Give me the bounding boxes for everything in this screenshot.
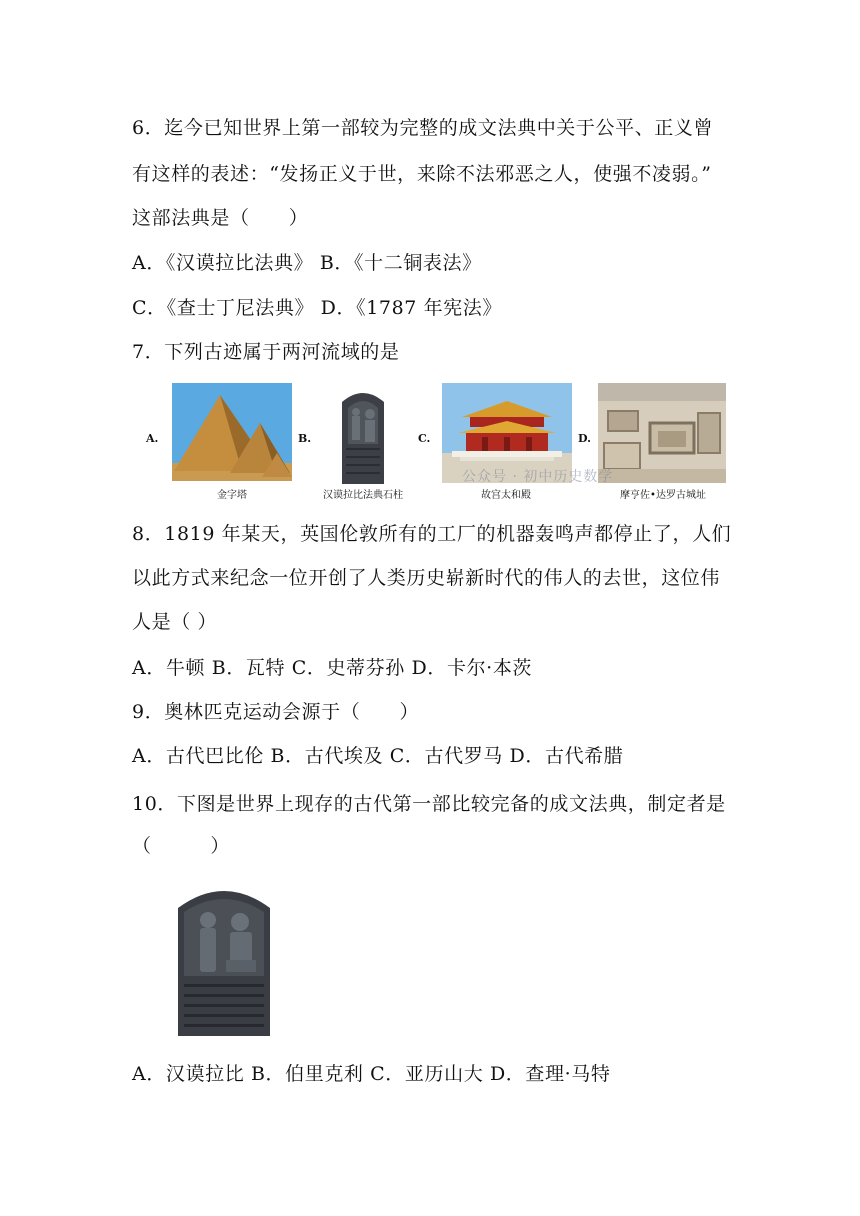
q8-stem-line-1: 8．1819 年某天，英国伦敦所有的工厂的机器轰鸣声都停止了，人们 <box>132 523 732 545</box>
q7-figure <box>146 380 736 504</box>
q6-options-line-1: A．《汉谟拉比法典》 B．《十二铜表法》 <box>132 252 482 274</box>
q9-options: A．古代巴比伦 B．古代埃及 C．古代罗马 D．古代希腊 <box>132 745 624 767</box>
watermark-text: 公众号 · 初中历史数学 <box>462 469 614 485</box>
q6-stem-line-2: 有这样的表述：“发扬正义于世，来除不法邪恶之人，使强不凌弱。” <box>132 163 712 185</box>
q7-figure-letter-b: B. <box>298 432 312 445</box>
q7-caption-c: 故宫太和殿 <box>481 490 531 501</box>
q10-stem-line-2: （ ） <box>132 835 231 857</box>
q6-stem-line-1: 6．迄今已知世界上第一部较为完整的成文法典中关于公平、正义曾 <box>132 117 714 139</box>
q7-figure-letter-d: D. <box>578 432 591 445</box>
hammurabi-stele-image <box>338 384 388 484</box>
pyramids-image <box>172 383 292 481</box>
q7-caption-b: 汉谟拉比法典石柱 <box>323 490 403 501</box>
q8-stem-line-2: 以此方式来纪念一位开创了人类历史崭新时代的伟人的去世，这位伟 <box>132 567 721 589</box>
hammurabi-stele-photo <box>176 880 272 1036</box>
q7-caption-d: 摩亨佐•达罗古城址 <box>620 490 706 501</box>
q8-options: A．牛顿 B．瓦特 C．史蒂芬孙 D．卡尔·本茨 <box>132 657 533 679</box>
q7-figure-letter-c: C. <box>418 432 431 445</box>
q7-figure-letter-a: A. <box>146 432 159 445</box>
q6-options-line-2: C．《查士丁尼法典》 D．《1787 年宪法》 <box>132 297 503 319</box>
q9-stem: 9．奥林匹克运动会源于（ ） <box>132 701 420 723</box>
ruins-image <box>598 383 726 483</box>
q7-caption-a: 金字塔 <box>217 490 247 501</box>
q10-options: A．汉谟拉比 B．伯里克利 C．亚历山大 D．查理·马特 <box>132 1063 611 1085</box>
q7-stem: 7．下列古迹属于两河流域的是 <box>132 341 400 363</box>
q6-stem-line-3: 这部法典是（ ） <box>132 207 309 229</box>
q10-stem-line-1: 10．下图是世界上现存的古代第一部比较完备的成文法典，制定者是 <box>132 793 726 815</box>
q8-stem-line-3: 人是（ ） <box>132 611 218 633</box>
